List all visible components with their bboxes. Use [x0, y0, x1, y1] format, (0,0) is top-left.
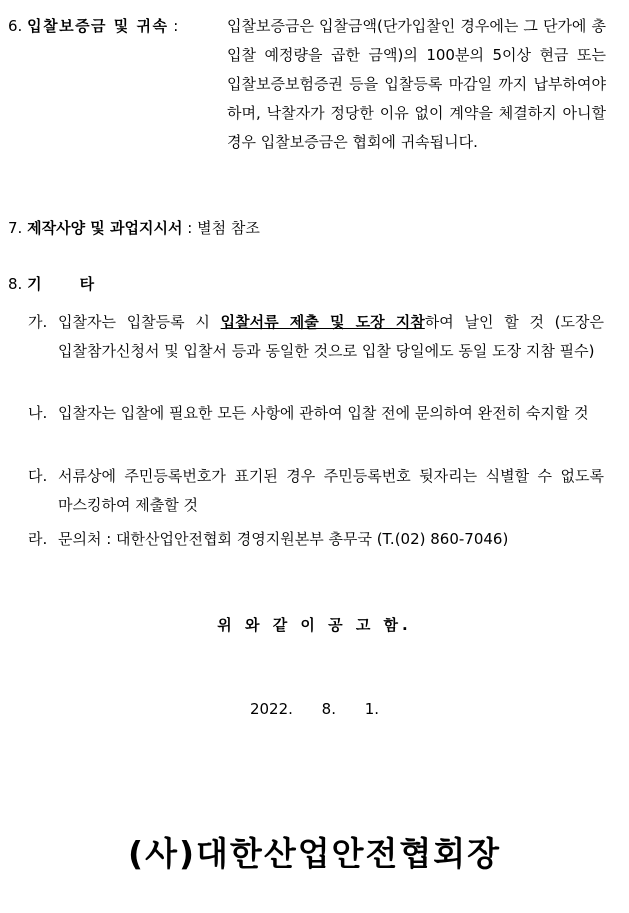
- section-8-label-b: 타: [79, 275, 95, 293]
- section-7: [8, 215, 260, 241]
- section-6-colon: :: [173, 17, 179, 35]
- issuer-signature: (사)대한산업안전협회장: [128, 834, 501, 873]
- section-6-number: 6.: [8, 17, 23, 35]
- item-text: 문의처 : 대한산업안전협회 경영지원본부 총무국 (T.(02) 860-7046): [58, 530, 509, 548]
- section-8-number: 8.: [8, 275, 23, 293]
- section-6-label: 입찰보증금 및 귀속: [27, 17, 169, 35]
- emphasized-requirement: 입찰서류 제출 및 도장 지참: [220, 313, 425, 331]
- item-marker: 다.: [28, 467, 48, 485]
- section-7-number: 7.: [8, 219, 23, 237]
- item-marker: 가.: [28, 313, 48, 331]
- section-7-colon: :: [187, 219, 193, 237]
- item-text: 서류상에 주민등록번호가 표기된 경우 주민등록번호 뒷자리는 식별할 수 없도록 마스킹하여 제출할 것: [58, 467, 604, 514]
- item-text: 입찰자는 입찰등록 시 입찰서류 제출 및 도장 지참하여 날인 할 것 (도장은 입찰참가신청서 및 입찰서 등과 동일한 것으로 입찰 당일에도 동일 도장 지참 필수): [58, 313, 604, 360]
- section-8-label-a: 기: [27, 275, 42, 293]
- section-7-label: 제작사양 및 과업지시서: [27, 219, 183, 237]
- closing-statement: 위 와 같 이 공 고 함.: [217, 616, 412, 634]
- section-6-heading: [8, 12, 178, 41]
- section-7-text: 별첨 참조: [197, 219, 260, 237]
- section-8-heading: [8, 271, 94, 297]
- item-marker: 라.: [28, 530, 48, 548]
- notice-date: 2022. 8. 1.: [249, 700, 380, 718]
- item-marker: 나.: [28, 404, 48, 422]
- item-text: 입찰자는 입찰에 필요한 모든 사항에 관하여 입찰 전에 문의하여 완전히 숙지할 것: [58, 404, 589, 422]
- section-6-text: 입찰보증금은 입찰금액(단가입찰인 경우에는 그 단가에 총 입찰 예정량을 곱한 금액)의 100분의 5이상 현금 또는 입찰보증보험증권 등을 입찰등록 마감일 까지 납부하여야 하며, 낙찰자가 정당한 이유 없이 계약을 체결하지 아니할 경우 입찰보증금은 협회에 귀속됩니다.: [227, 17, 606, 151]
